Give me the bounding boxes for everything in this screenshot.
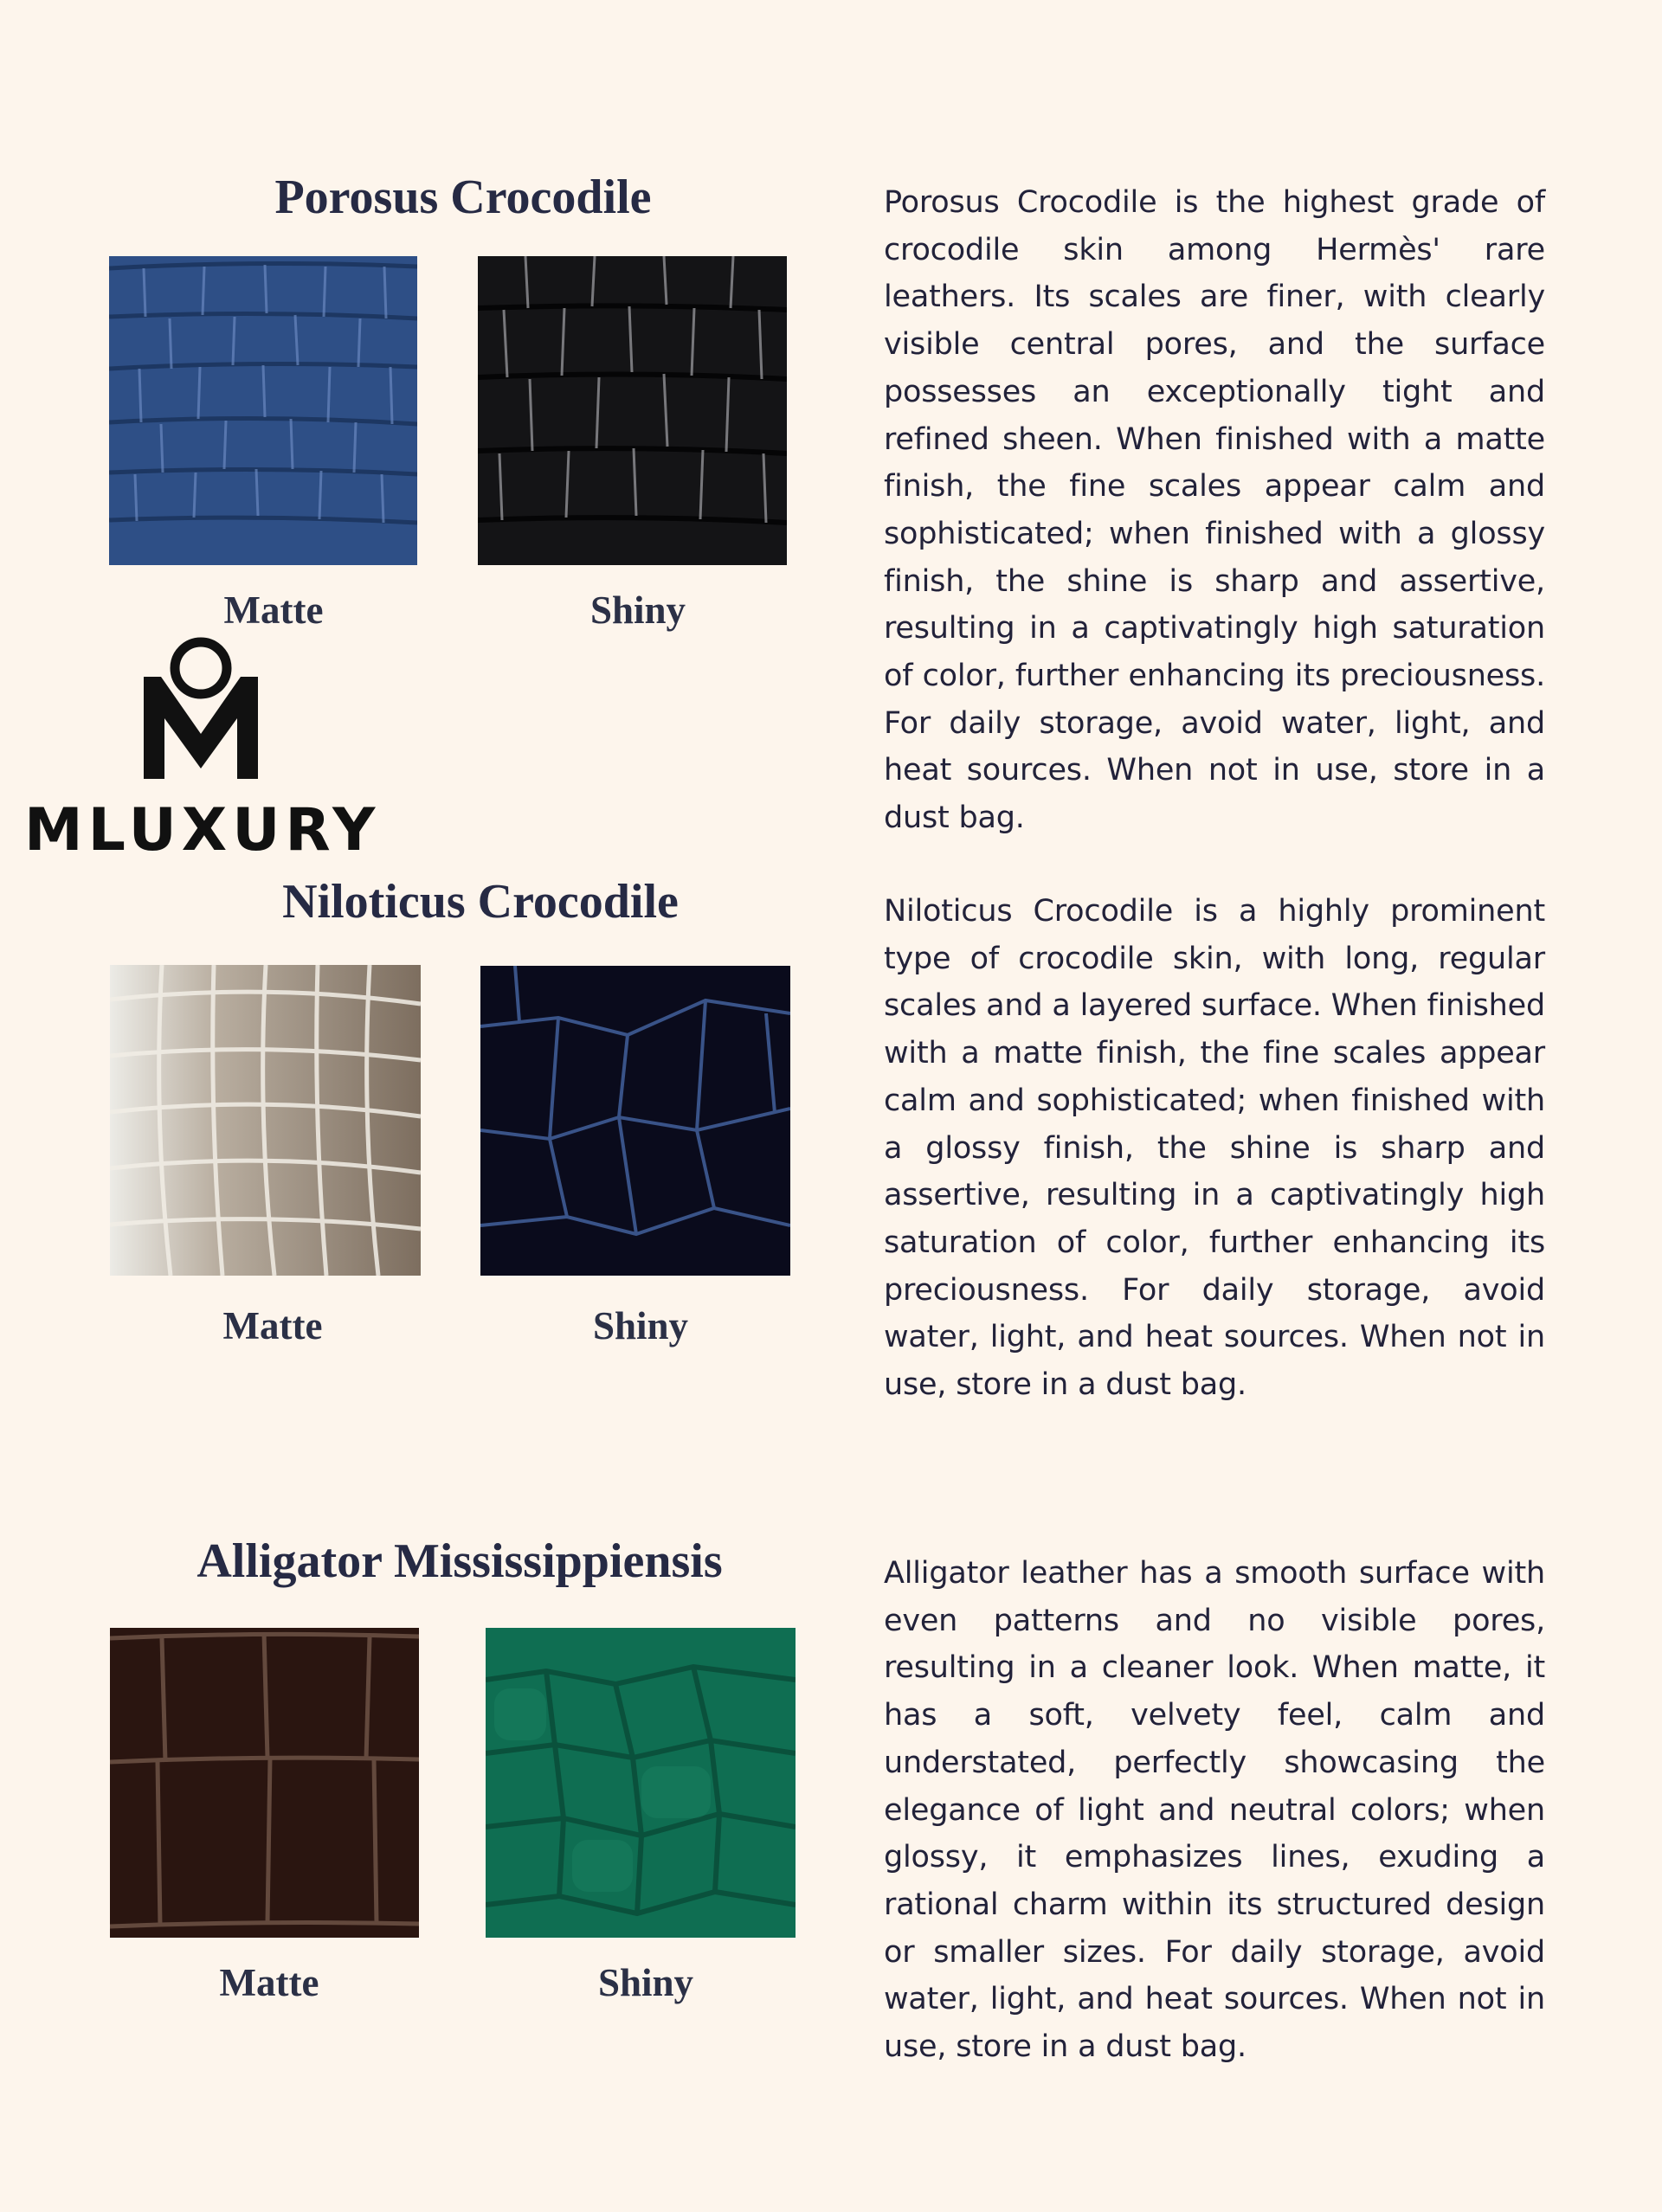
shiny-swatch-image xyxy=(486,1628,796,1938)
section-description: Porosus Crocodile is the highest grade of crocodile skin among Hermès' rare leathers. Its scales are finer, with clearly visible central pores, and the surface possesses an exceptionally tight and refined sheen. When finished with a matte finish, the fine scales appear calm and sophisticated; when finished with a glossy finish, the shine is sharp and assertive, resulting in a captivatingly high saturation of color, further enhancing its preciousness. For daily storage, avoid water, light, and heat sources. When not in use, store in a dust bag. xyxy=(884,185,1545,836)
matte-swatch-image xyxy=(110,965,421,1276)
section-title: Alligator Mississippiensis xyxy=(196,1534,723,1588)
matte-label: Matte xyxy=(222,1304,323,1347)
shiny-label: Shiny xyxy=(592,1304,689,1347)
section-title: Niloticus Crocodile xyxy=(282,875,679,929)
matte-label: Matte xyxy=(219,1961,319,2004)
shiny-label: Shiny xyxy=(597,1961,694,2004)
section-description: Niloticus Crocodile is a highly prominent type of crocodile skin, with long, regular scales and a layered surface. When finished with a matte finish, the fine scales appear calm and sophisticated; when finished with a glossy finish, the shine is sharp and assertive, resulting in a captivatingly high saturation of color, further enhancing its preciousness. For daily storage, avoid water, light, and heat sources. When not in use, store in a dust bag. xyxy=(884,894,1545,1403)
matte-swatch-image xyxy=(109,256,417,565)
shiny-label: Shiny xyxy=(589,588,686,632)
brand-name: MLUXURY xyxy=(24,796,381,865)
matte-label: Matte xyxy=(223,588,324,632)
section-description: Alligator leather has a smooth surface with even patterns and no visible pores, resulting in a cleaner look. When matte, it has a soft, velvety feel, calm and understated, perfectly showcasing the elegance of light and neutral colors; when glossy, it emphasizes lines, exuding a rational charm within its structured design or smaller sizes. For daily storage, avoid water, light, and heat sources. When not in use, store in a dust bag. xyxy=(884,1556,1545,2065)
brand-logo xyxy=(24,632,381,865)
shiny-swatch-image xyxy=(480,966,790,1276)
mluxury-logo-icon xyxy=(132,632,270,779)
section-title: Porosus Crocodile xyxy=(274,170,652,224)
matte-swatch-image xyxy=(110,1628,419,1938)
shiny-swatch-image xyxy=(478,256,787,565)
